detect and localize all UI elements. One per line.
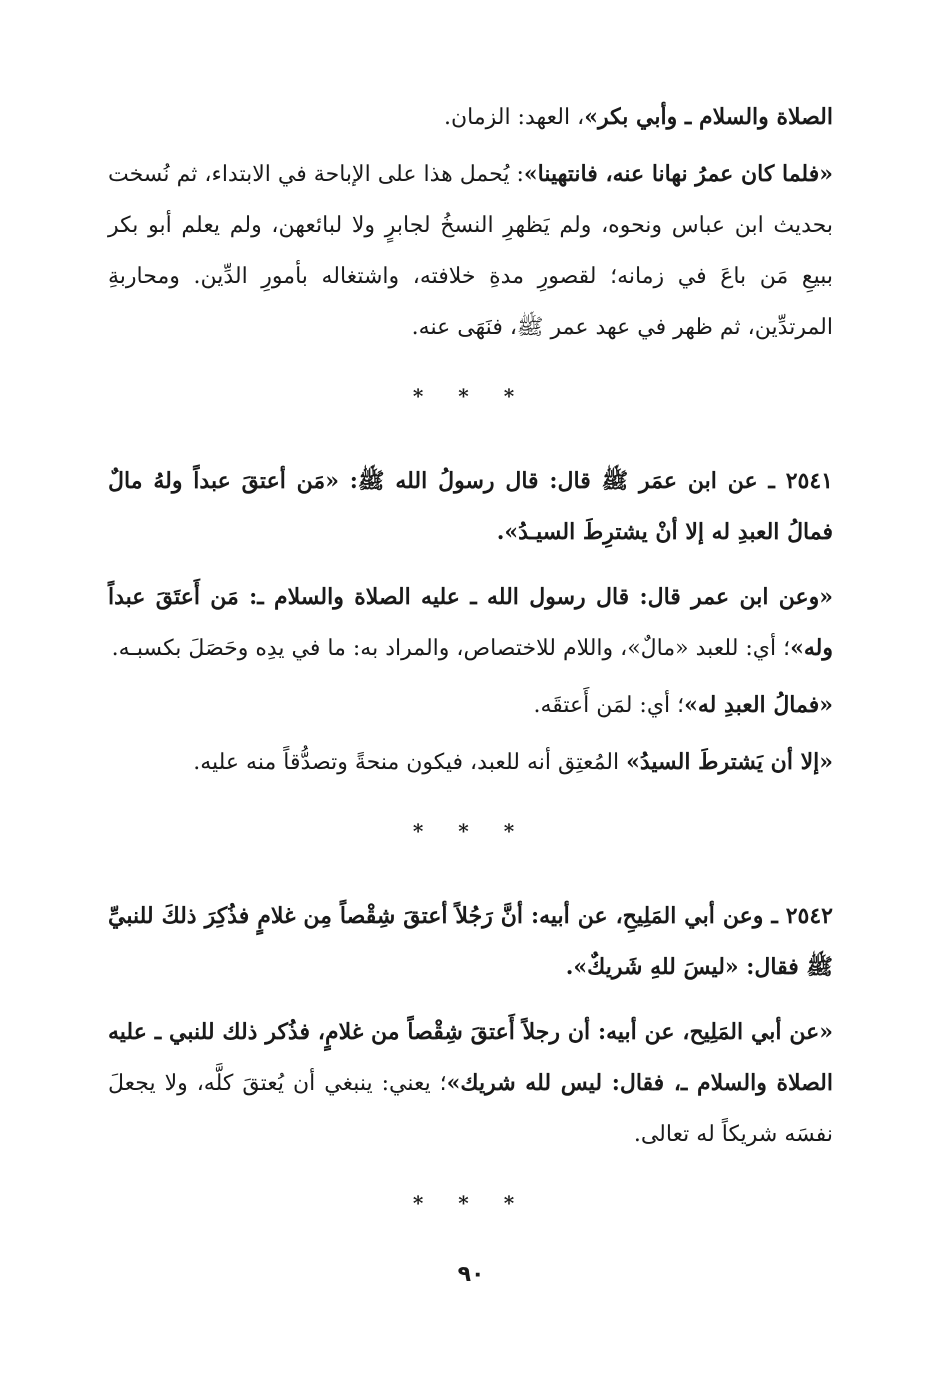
hadith-2541: ٢٥٤١ ـ عن ابن عمَر ﷺ قال: قال رسولُ الله ﷺ: «مَن أعتقَ عبداً ولهُ مالٌ فمالُ العبدِ له إلا أنْ يشترِطَ السيـدُ». bbox=[108, 468, 833, 545]
commentary-paragraph bbox=[108, 737, 833, 788]
commentary-paragraph bbox=[108, 92, 833, 143]
page-number: ٩٠ bbox=[457, 1262, 485, 1287]
quoted-text: «فلما كان عمرُ نهانا عنه، فانتهينا» bbox=[523, 161, 833, 187]
commentary-text: ؛ أي: للعبد «مالٌ»، واللام للاختصاص، والمراد به: ما في يدِه وحَصَلَ بكسبـه. bbox=[111, 636, 791, 661]
commentary-text: : يُحمل هذا على الإباحة في الابتداء، ثم نُسخت بحديث ابن عباس ونحوه، ولم يَظهرِ النسخُ لجابرٍ ولا لبائعهن، ولم يعلم أبو بكر ببيعِ مَن باعَ في زمانه؛ لقصورِ مدةِ خلافته، واشتغاله بأمورِ الدِّين. ومحاربةِ المرتدِّين، ثم ظهر في عهد عمر ﷺ، فنَهَى عنه. bbox=[108, 162, 834, 340]
quoted-text: «عن أبي المَلِيح، عن أبيه: أن رجلاً أَعتقَ شِقْصاً من غلامٍ، فذُكر ذلك للنبي ـ عليه الصلاة والسلام ـ، فقال: ليس لله شريك» bbox=[108, 1019, 833, 1096]
quoted-text: «وعن ابن عمر قال: قال رسول الله ـ عليه الصلاة والسلام ـ: مَن أَعتَقَ عبداً وله» bbox=[108, 584, 833, 661]
commentary-paragraph bbox=[108, 1007, 833, 1160]
page-body bbox=[108, 92, 833, 1263]
commentary-paragraph bbox=[108, 680, 833, 731]
commentary-paragraph bbox=[108, 572, 833, 674]
commentary-text: ؛ أي: لمَن أَعتقَه. bbox=[533, 693, 685, 718]
section-separator: * * * bbox=[412, 1191, 529, 1215]
section-separator: * * * bbox=[412, 384, 529, 408]
commentary-paragraph bbox=[108, 149, 833, 353]
commentary-text: المُعتِق أنه للعبد، فيكون منحةً وتصدُّقاً منه عليه. bbox=[193, 750, 627, 775]
commentary-text: ؛ يعني: ينبغي أن يُعتقَ كلَّه، ولا يجعلَ نفسَه شريكاً له تعالى. bbox=[108, 1071, 833, 1147]
commentary-text: ، العهد: الزمان. bbox=[443, 105, 585, 130]
quoted-text: الصلاة والسلام ـ وأبي بكر» bbox=[584, 104, 833, 130]
section-separator: * * * bbox=[412, 819, 529, 843]
quoted-text: «إلا أن يَشترطَ السيدُ» bbox=[626, 749, 833, 775]
hadith-2542: ٢٥٤٢ ـ وعن أبي المَلِيحِ، عن أبيه: أنَّ رَجُلاً أعتقَ شِقْصاً مِن غلامٍ فذُكِرَ ذلكَ للنبيِّ ﷺ فقال: «ليسَ للهِ شَريكٌ». bbox=[108, 903, 833, 980]
quoted-text: «فمالُ العبدِ له» bbox=[684, 692, 833, 718]
